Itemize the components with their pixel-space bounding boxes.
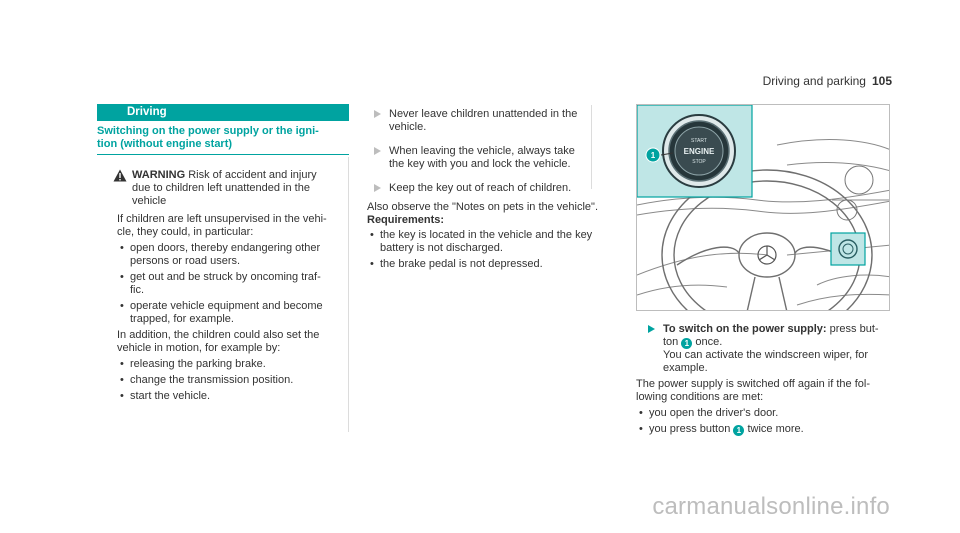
button-text-start: START	[691, 138, 707, 144]
page-number: 105	[871, 74, 892, 88]
para1-line-2: cle, they could, in particular:	[117, 226, 254, 238]
warning-line-3: vehicle	[132, 195, 167, 207]
conditions-line-1: The power supply is switched off again if the fol‑	[636, 378, 870, 390]
arrow-icon	[374, 110, 381, 118]
warning-line-1: Risk of accident and injury	[188, 169, 317, 181]
children-paragraph	[117, 213, 347, 406]
warning-label: WARNING	[132, 169, 186, 181]
section-bar: Driving	[97, 104, 349, 121]
motion-list	[117, 358, 347, 403]
button-badge: 1	[681, 338, 692, 349]
list-item: • get out and be struck by oncoming traf‑ fic.	[117, 271, 347, 297]
cockpit-illustration	[637, 105, 890, 311]
list-item: Keep the key out of reach of children.	[362, 182, 590, 195]
list-item: • you press button 1 twice more.	[636, 423, 896, 436]
step-arrow-icon	[648, 325, 655, 333]
requirements-block	[367, 201, 607, 274]
para2-line-1: In addition, the children could also set the	[117, 329, 320, 341]
warning-icon	[113, 169, 127, 182]
warning-block	[113, 169, 343, 208]
list-item: • the brake pedal is not depressed.	[367, 258, 607, 271]
list-item: • you open the driver's door.	[636, 407, 896, 420]
watermark: carmanualsonline.info	[652, 493, 890, 520]
title-line-2: tion (without engine start)	[97, 138, 233, 150]
list-item: • releasing the parking brake.	[117, 358, 347, 371]
precautions	[362, 108, 590, 206]
button-badge: 1	[733, 425, 744, 436]
button-text-stop: STOP	[692, 159, 706, 165]
list-item: • change the transmission position.	[117, 374, 347, 387]
observe-line: Also observe the "Notes on pets in the vehicle".	[367, 201, 598, 213]
list-item: • start the vehicle.	[117, 390, 347, 403]
arrow-icon	[374, 184, 381, 192]
conditions-list	[636, 407, 896, 436]
list-item: When leaving the vehicle, always take the key with you and lock the vehicle.	[362, 145, 590, 171]
para2-line-2: vehicle in motion, for example by:	[117, 342, 281, 354]
button-text-engine: ENGINE	[683, 147, 715, 156]
requirements-list	[367, 229, 607, 271]
section-title	[97, 125, 349, 155]
conditions-line-2: lowing conditions are met:	[636, 391, 764, 403]
para1-line-1: If children are left unsupervised in the vehi‑	[117, 213, 327, 225]
risk-list	[117, 242, 347, 326]
instructions	[636, 323, 896, 439]
step: To switch on the power supply: press but‑ ton 1 once. You can activate the windscreen wiper, for example.	[636, 323, 896, 375]
list-item: • open doors, thereby endangering other persons or road users.	[117, 242, 347, 268]
arrow-icon	[374, 147, 381, 155]
ignition-figure	[636, 104, 890, 311]
list-item: • the key is located in the vehicle and the key battery is not discharged.	[367, 229, 607, 255]
warning-line-2: due to children left unattended in the	[132, 182, 310, 194]
list-item: Never leave children unattended in the vehicle.	[362, 108, 590, 134]
step-title: To switch on the power supply:	[663, 323, 827, 335]
header-section: Driving and parking	[762, 74, 866, 88]
requirements-label: Requirements:	[367, 214, 445, 226]
title-line-1: Switching on the power supply or the igni‑	[97, 125, 319, 137]
callout-number: 1	[650, 151, 656, 160]
page-header	[763, 74, 892, 88]
list-item: • operate vehicle equipment and become trapped, for example.	[117, 300, 347, 326]
